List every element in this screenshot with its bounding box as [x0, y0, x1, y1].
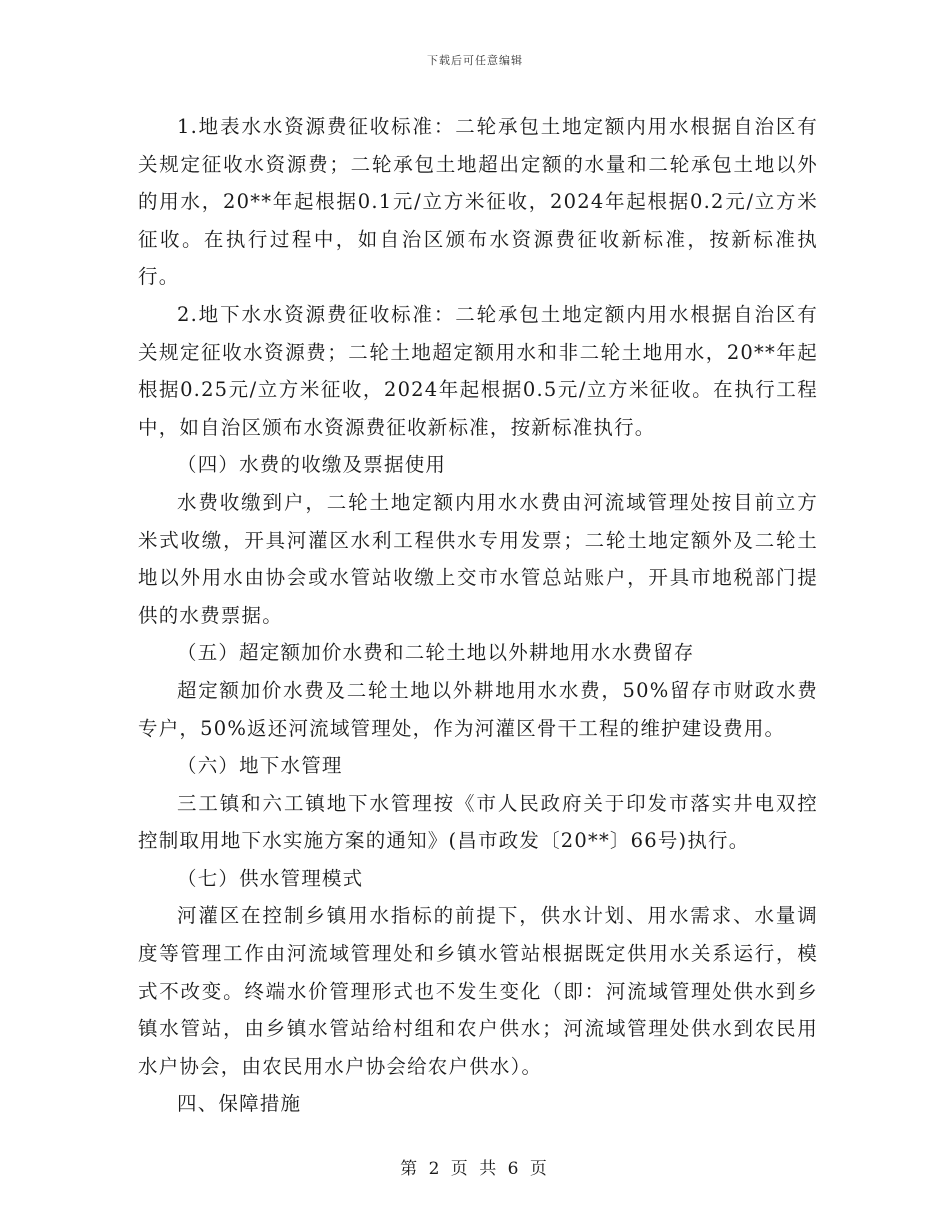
page-footer — [0, 1154, 950, 1179]
page-number: 第 2 页 共 6 页 — [400, 1159, 550, 1179]
paragraph-surface-water-fee: 1.地表水水资源费征收标准：二轮承包土地定额内用水根据自治区有关规定征收水资源费；二轮承包土地超出定额的水量和二轮承包土地以外的用水，20**年起根据0.1元/立方米征收，2024年起根据0.2元/立方米征收。在执行过程中，如自治区颁布水资源费征收新标准，按新标准执行。 — [138, 115, 818, 289]
paragraph-groundwater-fee: 2.地下水水资源费征收标准：二轮承包土地定额内用水根据自治区有关规定征收水资源费；二轮土地超定额用水和非二轮土地用水，20**年起根据0.25元/立方米征收，2024年起根据0.5元/立方米征收。在执行工程中，如自治区颁布水资源费征收新标准，按新标准执行。 — [138, 302, 818, 439]
section-heading-supply-model: （七）供水管理模式 — [177, 866, 364, 890]
section-heading-surcharge-retention: （五）超定额加价水费和二轮土地以外耕地用水水费留存 — [177, 641, 695, 665]
paragraph-supply-model: 河灌区在控制乡镇用水指标的前提下，供水计划、用水需求、水量调度等管理工作由河流域管理处和乡镇水管站根据既定供用水关系运行，模式不改变。终端水价管理形式也不发生变化（即：河流域管理处供水到乡镇水管站，由乡镇水管站给村组和农户供水；河流域管理处供水到农民用水户协会，由农民用水户协会给农户供水）。 — [138, 904, 818, 1078]
paragraph-fee-collection: 水费收缴到户，二轮土地定额内用水水费由河流域管理处按目前立方米式收缴，开具河灌区水利工程供水专用发票；二轮土地定额外及二轮土地以外用水由协会或水管站收缴上交市水管总站账户，开具市地税部门提供的水费票据。 — [138, 490, 818, 627]
header-note: 下载后可任意编辑 — [427, 54, 523, 67]
paragraph-surcharge-retention: 超定额加价水费及二轮土地以外耕地用水水费，50%留存市财政水费专户，50%返还河流域管理处，作为河灌区骨干工程的维护建设费用。 — [138, 678, 818, 740]
section-heading-safeguards: 四、保障措施 — [177, 1092, 302, 1116]
section-heading-fee-collection: （四）水费的收缴及票据使用 — [177, 453, 447, 477]
paragraph-groundwater-management: 三工镇和六工镇地下水管理按《市人民政府关于印发市落实井电双控控制取用地下水实施方案的通知》(昌市政发〔20**〕66号)执行。 — [138, 791, 818, 853]
document-body — [138, 108, 818, 1123]
section-heading-groundwater-management: （六）地下水管理 — [177, 754, 343, 778]
